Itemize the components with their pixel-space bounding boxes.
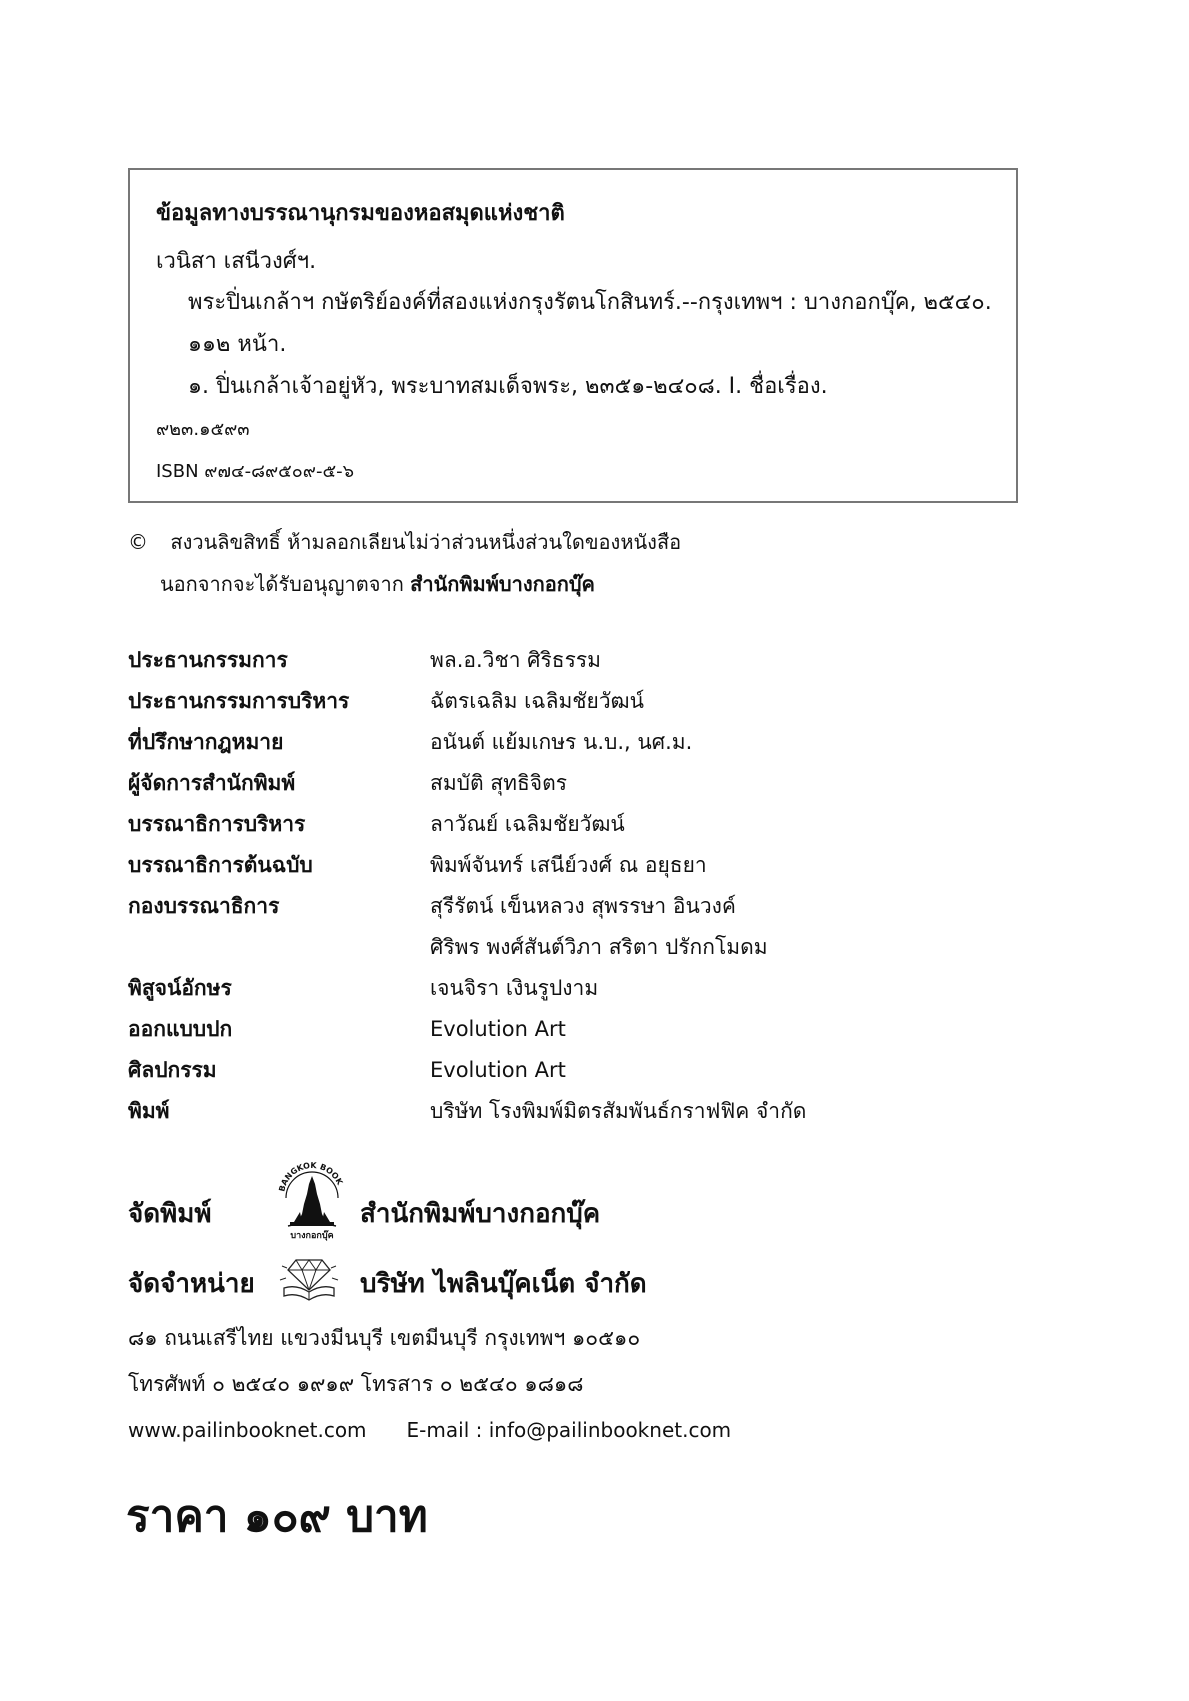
cip-box xyxy=(128,168,1018,503)
credit-name: สมบัติ สุทธิจิตร xyxy=(430,771,568,795)
credit-role: ที่ปรึกษากฎหมาย xyxy=(128,730,284,754)
bangkok-book-logo xyxy=(276,1154,348,1250)
credit-role: ประธานกรรมการ xyxy=(128,648,288,672)
website-link[interactable]: www.pailinbooknet.com xyxy=(128,1418,367,1442)
credit-role: ผู้จัดการสำนักพิมพ์ xyxy=(128,771,296,795)
credit-role: ศิลปกรรม xyxy=(128,1058,217,1082)
logo-text-bottom: บางกอกบุ๊ค xyxy=(290,1231,334,1241)
credit-name: เจนจิรา เงินรูปงาม xyxy=(430,976,599,1000)
credit-name: พล.อ.วิชา ศิริธรรม xyxy=(430,648,602,672)
publisher-name: สำนักพิมพ์บางกอกบุ๊ค xyxy=(360,1199,601,1229)
copyright-line1: สงวนลิขสิทธิ์ ห้ามลอกเลียนไม่ว่าส่วนหนึ่งส่วนใดของหนังสือ xyxy=(170,530,682,554)
copyright-line2-prefix: นอกจากจะได้รับอนุญาตจาก xyxy=(160,572,411,596)
logo-text-top: BANGKOK BOOK xyxy=(277,1160,345,1193)
contact-web xyxy=(128,1416,731,1444)
copyright-symbol: © xyxy=(128,530,148,554)
pailin-diamond-book-icon xyxy=(278,1256,340,1310)
cip-pages: ๑๑๒ หน้า. xyxy=(188,332,287,357)
credit-role: ออกแบบปก xyxy=(128,1017,233,1041)
copyright-line2 xyxy=(160,570,595,598)
credit-name: อนันต์ แย้มเกษร น.บ., นศ.ม. xyxy=(430,730,693,754)
cip-entry: พระปิ่นเกล้าฯ กษัตริย์องค์ที่สองแห่งกรุงรัตนโกสินทร์.--กรุงเทพฯ : บางกอกบุ๊ค, ๒๕๔๐. xyxy=(188,290,992,315)
cip-call-number: ๙๒๓.๑๕๙๓ xyxy=(156,419,250,440)
credit-role: ประธานกรรมการบริหาร xyxy=(128,689,350,713)
distributor-label: จัดจำหน่าย xyxy=(128,1269,255,1299)
publisher-label: จัดพิมพ์ xyxy=(128,1199,212,1229)
email-link[interactable]: E-mail : info@pailinbooknet.com xyxy=(406,1418,732,1442)
cip-subject: ๑. ปิ่นเกล้าเจ้าอยู่หัว, พระบาทสมเด็จพระ, ๒๓๕๑-๒๔๐๘. I. ชื่อเรื่อง. xyxy=(188,374,828,399)
credit-name: บริษัท โรงพิมพ์มิตรสัมพันธ์กราฟฟิค จำกัด xyxy=(430,1099,807,1123)
credit-role: พิมพ์ xyxy=(128,1099,170,1123)
cip-isbn: ISBN ๙๗๔-๘๙๕๐๙-๕-๖ xyxy=(156,461,355,482)
distributor-name: บริษัท ไพลินบุ๊คเน็ต จำกัด xyxy=(360,1269,647,1299)
credit-name: พิมพ์จันทร์ เสนีย์วงศ์ ณ อยุธยา xyxy=(430,853,707,877)
cip-author: เวนิสา เสนีวงศ์ฯ. xyxy=(156,249,317,274)
copyright-notice xyxy=(128,528,681,556)
credit-role: กองบรรณาธิการ xyxy=(128,894,280,918)
credit-name: ลาวัณย์ เฉลิมชัยวัฒน์ xyxy=(430,812,625,836)
address: ๘๑ ถนนเสรีไทย แขวงมีนบุรี เขตมีนบุรี กรุงเทพฯ ๑๐๕๑๐ xyxy=(128,1326,641,1350)
credit-name: Evolution Art xyxy=(430,1058,566,1082)
credit-name: สุรีรัตน์ เข็นหลวง สุพรรษา อินวงค์ xyxy=(430,894,736,918)
copyright-publisher: สำนักพิมพ์บางกอกบุ๊ค xyxy=(410,572,595,596)
credit-role: พิสูจน์อักษร xyxy=(128,976,232,1000)
cip-title: ข้อมูลทางบรรณานุกรมของหอสมุดแห่งชาติ xyxy=(156,201,565,226)
credit-role: บรรณาธิการต้นฉบับ xyxy=(128,853,313,877)
price: ราคา ๑๐๙ บาท xyxy=(126,1491,428,1542)
phone-fax: โทรศัพท์ ๐ ๒๕๔๐ ๑๙๑๙ โทรสาร ๐ ๒๕๔๐ ๑๘๑๘ xyxy=(128,1372,584,1396)
credit-name: ศิริพร พงศ์สันต์วิภา สริตา ปรักกโมดม xyxy=(430,935,768,959)
credit-role: บรรณาธิการบริหาร xyxy=(128,812,306,836)
credit-name: ฉัตรเฉลิม เฉลิมชัยวัฒน์ xyxy=(430,689,644,713)
credit-name: Evolution Art xyxy=(430,1017,566,1041)
